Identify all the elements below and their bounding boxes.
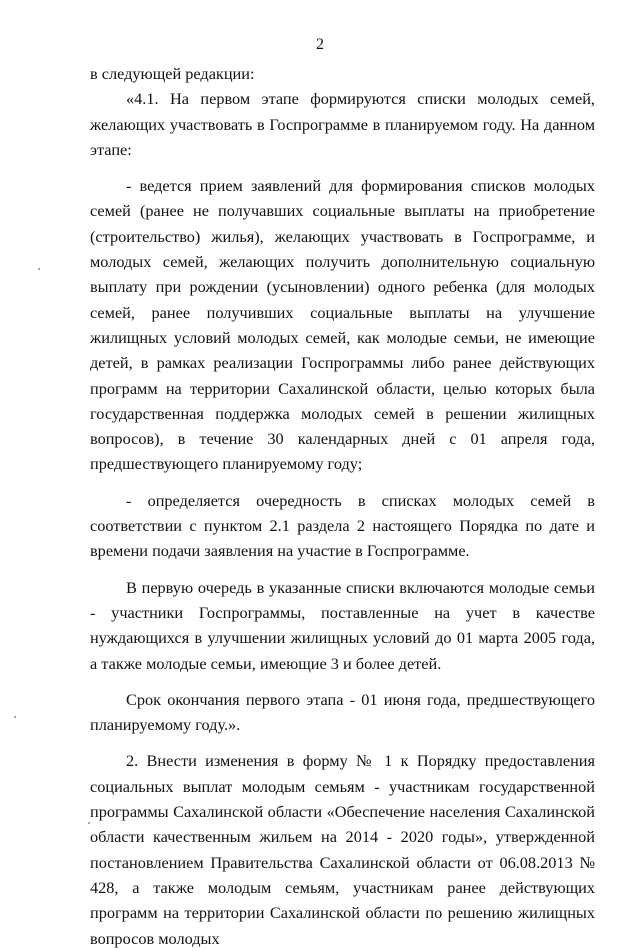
- paragraph-deadline: Срок окончания первого этапа - 01 июня года, предшествующего планируемому году.».: [90, 689, 595, 735]
- scan-speck: [14, 716, 16, 718]
- paragraph-intro: в следующей редакции:: [90, 64, 255, 83]
- paragraph-first-priority: В первую очередь в указанные списки включаются молодые семьи - участники Госпрограммы, поставленные на учет в качестве нуждающихся в улучшении жилищных условий до 01 марта 2005 года, а также молодые семьи, имеющие 3 и более детей.: [90, 577, 595, 673]
- document-body: [90, 61, 595, 951]
- paragraph-amendment-2: 2. Внести изменения в форму № 1 к Порядку предоставления социальных выплат молодым семьям - участникам государственной программы Сахалинской области «Обеспечение населения Сахалинской области качественным жильем на 2014 - 2020 годы», утвержденной постановлением Правительства Сахалинской области от 06.08.2013 № 428, а также молодым семьям, участникам ранее действующих программ на территории Сахалинской области по решению жилищных вопросов молодых: [90, 751, 595, 948]
- paragraph-clause-4-1: «4.1. На первом этапе формируются списки молодых семей, желающих участвовать в Госпрограмме в планируемом году. На данном этапе:: [90, 89, 595, 159]
- scan-speck: [38, 268, 40, 270]
- scan-speck: [88, 822, 90, 824]
- paragraph-item-applications: - ведется прием заявлений для формирования списков молодых семей (ранее не получавших социальные выплаты на приобретение (строительство) жилья), желающих участвовать в Госпрограмме, и молодых семей, желающих получить дополнительную социальную выплату при рождении (усыновлении) одного ребенка (для молодых семей, ранее получивших социальные выплаты на улучшение жилищных условий молодых семей, как молодые семьи, не имеющие детей, в рамках реализации Госпрограммы либо ранее действующих программ на территории Сахалинской области, целью которых была государственная поддержка молодых семей в решении жилищных вопросов), в течение 30 календарных дней с 01 апреля года, предшествующего планируемому году;: [90, 176, 595, 474]
- paragraph-item-priority: - определяется очередность в списках молодых семей в соответствии с пунктом 2.1 раздела 2 настоящего Порядка по дате и времени подачи заявления на участие в Госпрограмме.: [90, 490, 595, 561]
- page-number: 2: [316, 36, 324, 53]
